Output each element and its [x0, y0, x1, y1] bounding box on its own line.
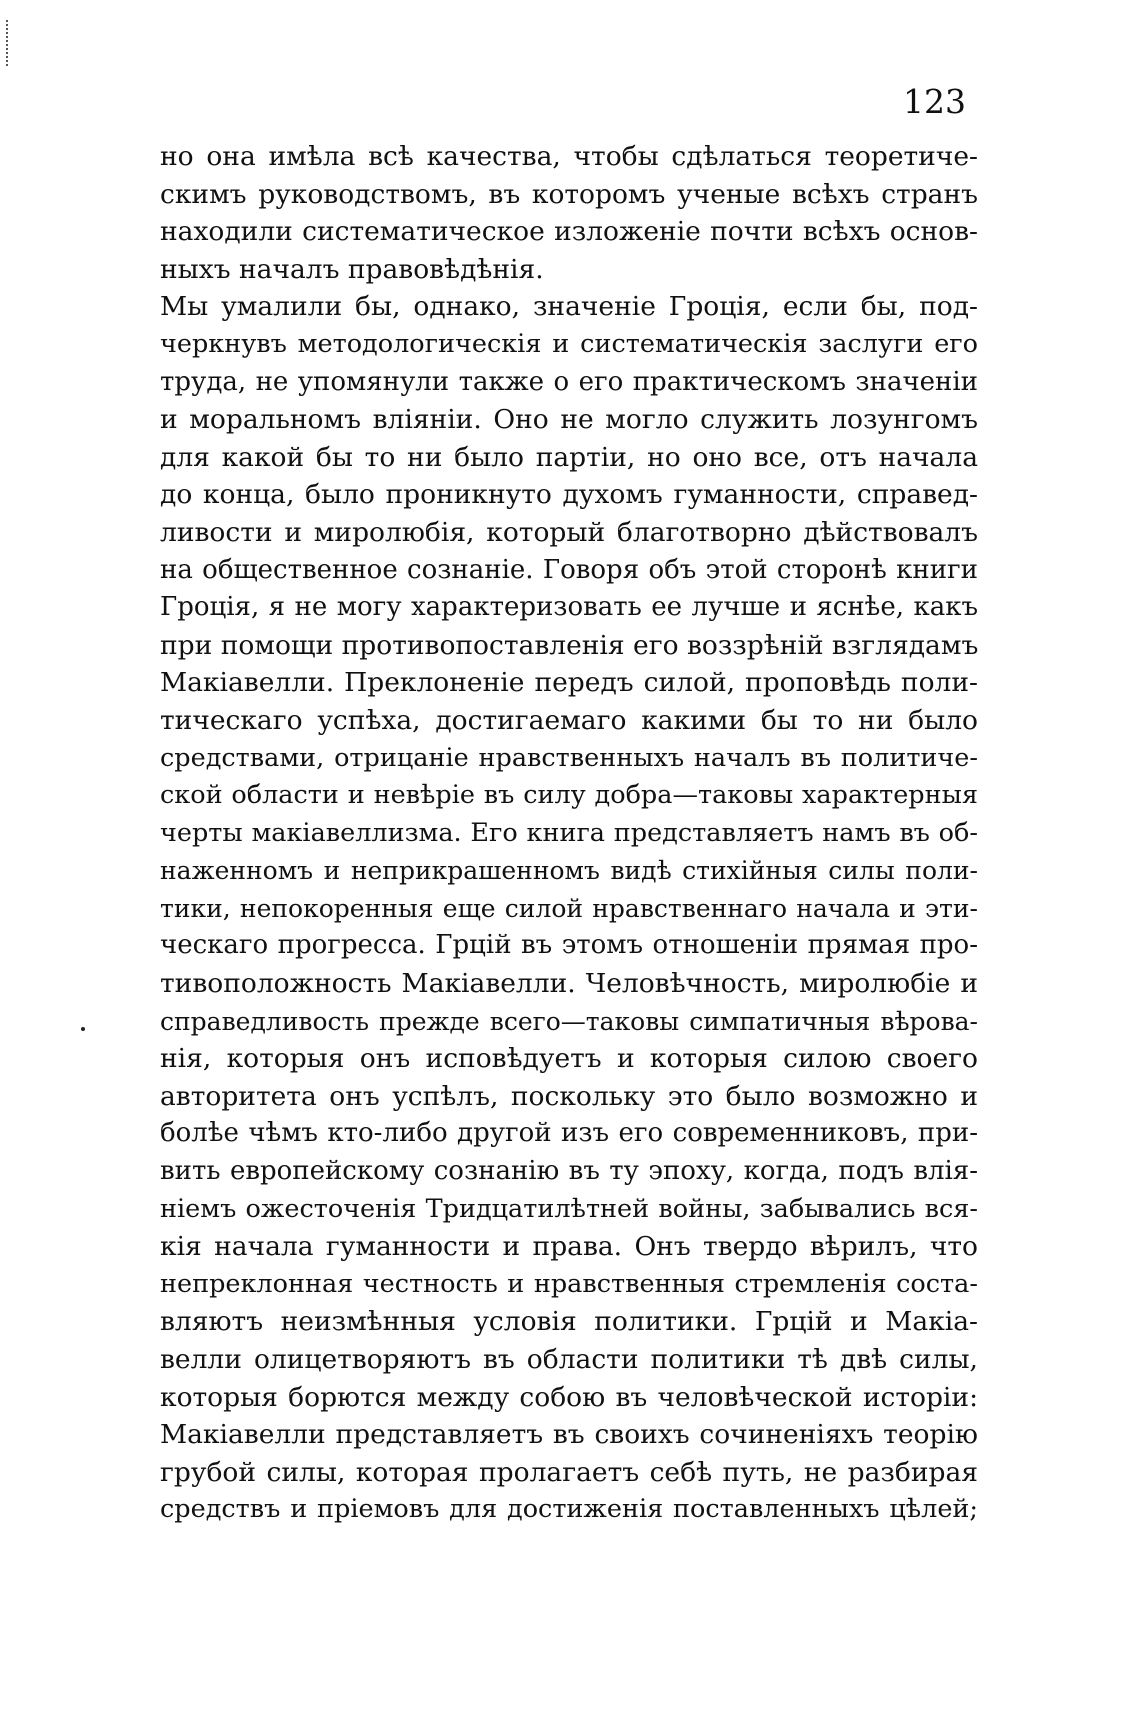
text-line: для какой бы то ни было партiи, но оно все, отъ начала: [160, 441, 978, 473]
text-line: Мы умалили бы, однако, значенiе Гроцiя, если бы, под-: [160, 291, 978, 323]
text-line: ныхъ началъ правовѣдѣнiя.: [160, 253, 544, 285]
text-line: при помощи противопоставленiя его воззрѣнiй взглядамъ: [160, 629, 979, 661]
text-line: находили систематическое изложенiе почти всѣхъ основ-: [160, 216, 978, 248]
text-line: но она имѣла всѣ качества, чтобы сдѣлаться теоретиче-: [160, 141, 978, 172]
scan-speck: [81, 1027, 85, 1031]
text-line: и моральномъ влiянiи. Оно не могло служить лозунгомъ: [160, 404, 978, 436]
text-line: до конца, было проникнуто духомъ гуманности, справед-: [160, 479, 978, 511]
text-line: справедливость прежде всего—таковы симпатичныя вѣрова-: [160, 1006, 978, 1036]
text-line: тическаго успѣха, достигаемаго какими бы то ни было: [160, 704, 978, 736]
text-line: вляютъ неизмѣнныя условiя политики. Грцiй и Макiа-: [160, 1306, 978, 1338]
text-line: которыя борются между собою въ человѣческой исторiи:: [160, 1381, 978, 1413]
text-line: тики, непокоренныя еще силой нравственнаго начала и эти-: [160, 893, 978, 923]
text-line: авторитета онъ успѣлъ, поскольку это было возможно и: [160, 1080, 978, 1112]
text-line: нiемъ ожесточенiя Тридцатилѣтней войны, забывались вся-: [160, 1193, 978, 1224]
text-line: средствъ и прiемовъ для достиженiя поставленныхъ цѣлей;: [160, 1494, 978, 1525]
text-line: наженномъ и неприкрашенномъ видѣ стихiйныя силы поли-: [160, 856, 978, 886]
text-line: вить европейскому сознанiю въ ту эпоху, когда, подъ влiя-: [160, 1156, 978, 1187]
text-line: ливости и миролюбiя, который благотворно дѣйствовалъ: [160, 516, 978, 548]
text-line: Гроцiя, я не могу характеризовать ее лучше и яснѣе, какъ: [160, 592, 978, 623]
body-text: [160, 138, 978, 1529]
text-line: непреклонная честность и нравственныя стремленiя соста-: [160, 1268, 978, 1299]
text-line: на общественное сознанiе. Говоря объ этой сторонѣ книги: [160, 554, 978, 585]
text-line: нiя, которыя онъ исповѣдуетъ и которыя силою своего: [160, 1043, 978, 1075]
text-line: скимъ руководствомъ, въ которомъ ученые всѣхъ странъ: [160, 178, 978, 210]
page-number: 123: [903, 82, 966, 121]
text-line: Макiавелли представляетъ въ своихъ сочиненiяхъ теорiю: [160, 1419, 978, 1451]
text-line: средствами, отрицанiе нравственныхъ началъ въ политиче-: [160, 742, 978, 773]
margin-scan-mark: [6, 20, 10, 66]
text-line: тивоположность Макiавелли. Человѣчность, миролюбiе и: [160, 968, 978, 1000]
text-line: велли олицетворяютъ въ области политики тѣ двѣ силы,: [160, 1344, 978, 1375]
text-line: труда, не упомянули также о его практическомъ значенiи: [160, 366, 978, 397]
text-line: Макiавелли. Преклоненiе передъ силой, проповѣдь поли-: [160, 667, 978, 699]
text-line: грубой силы, которая пролагаетъ себѣ путь, не разбирая: [160, 1456, 978, 1488]
text-line: черкнувъ методологическiя и систематическiя заслуги его: [160, 328, 978, 359]
text-line: ской области и невѣрiе въ силу добра—таковы характерныя: [160, 780, 978, 811]
text-line: кiя начала гуманности и права. Онъ твердо вѣрилъ, что: [160, 1231, 978, 1263]
text-line: черты макiавеллизма. Его книга представляетъ намъ въ об-: [160, 817, 978, 848]
text-line: ческаго прогресса. Грцiй въ этомъ отношенiи прямая про-: [160, 930, 978, 961]
text-line: болѣе чѣмъ кто-либо другой изъ его современниковъ, при-: [160, 1118, 978, 1149]
